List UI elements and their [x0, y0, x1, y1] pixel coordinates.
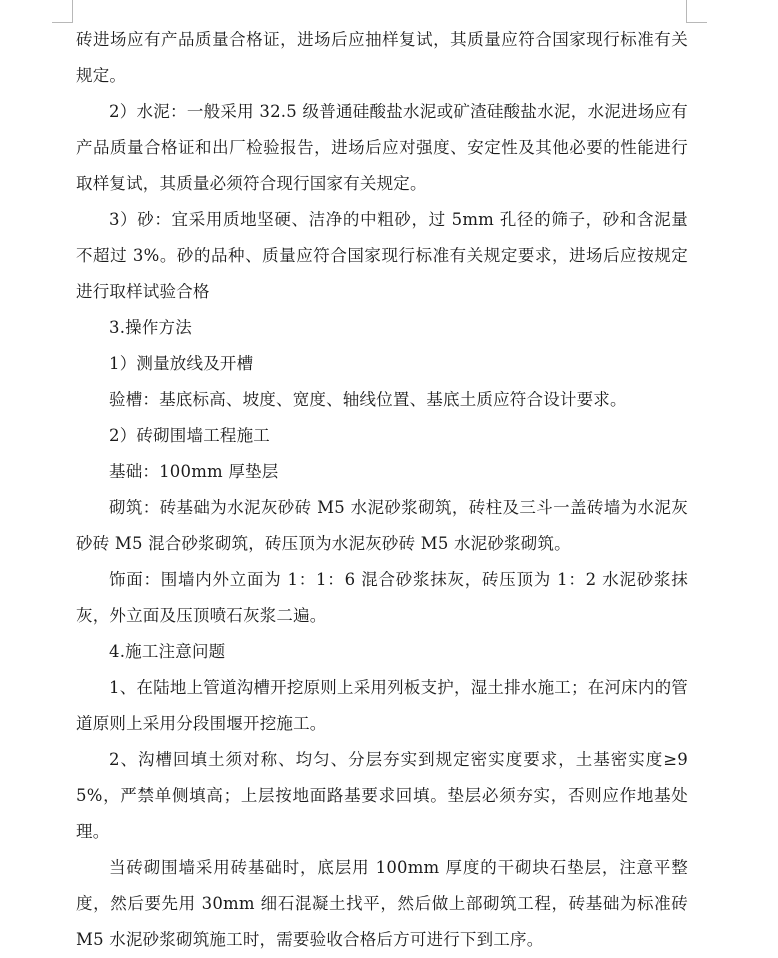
subheading-survey-trenching: 1）测量放线及开槽 [109, 354, 254, 373]
paragraph-masonry: 砌筑：砖基础为水泥灰砂砖 M5 水泥砂浆砌筑，砖柱及三斗一盖砖墙为水泥灰砂砖 M5 混合砂浆砌筑，砖压顶为水泥灰砂砖 M5 水泥砂浆砌筑。 [76, 498, 688, 553]
heading-construction-notes: 4.施工注意问题 [109, 642, 226, 661]
paragraph-note-1: 1、在陆地上管道沟槽开挖原则上采用列板支护，湿土排水施工；在河床内的管道原则上采用分段围堰开挖施工。 [76, 678, 688, 733]
paragraph-finish: 饰面：围墙内外立面为 1：1：6 混合砂浆抹灰，砖压顶为 1：2 水泥砂浆抹灰，外立面及压顶喷石灰浆二遍。 [76, 570, 688, 625]
paragraph-brick-foundation-note: 当砖砌围墙采用砖基础时，底层用 100mm 厚度的干砌块石垫层，注意平整度，然后要先用 30mm 细石混凝土找平，然后做上部砌筑工程，砖基础为标准砖 M5 水泥砂浆砌筑施工时，需要验收合格后方可进行下到工序。 [76, 858, 688, 949]
paragraph-trench-inspection: 验槽：基底标高、坡度、宽度、轴线位置、基底土质应符合设计要求。 [109, 390, 627, 409]
paragraph-cement: 2）水泥：一般采用 32.5 级普通硅酸盐水泥或矿渣硅酸盐水泥，水泥进场应有产品质量合格证和出厂检验报告，进场后应对强度、安定性及其他必要的性能进行取样复试，其质量必须符合现行国家有关规定。 [76, 102, 688, 193]
subheading-brick-wall-construction: 2）砖砌围墙工程施工 [109, 426, 270, 445]
heading-operation-method: 3.操作方法 [109, 318, 192, 337]
paragraph-brick-quality: 砖进场应有产品质量合格证，进场后应抽样复试，其质量应符合国家现行标准有关规定。 [76, 30, 688, 85]
paragraph-sand: 3）砂：宜采用质地坚硬、洁净的中粗砂，过 5mm 孔径的筛子，砂和含泥量不超过 3%。砂的品种、质量应符合国家现行标准有关规定要求，进场后应按规定进行取样试验合格 [76, 210, 688, 301]
document-body[interactable] [76, 22, 688, 958]
margin-corner-mark-left [52, 0, 73, 23]
paragraph-foundation: 基础：100mm 厚垫层 [109, 462, 279, 481]
paragraph-note-2: 2、沟槽回填土须对称、均匀、分层夯实到规定密实度要求，土基密实度≥95%，严禁单侧填高；上层按地面路基要求回填。垫层必须夯实，否则应作地基处理。 [76, 750, 688, 841]
margin-corner-mark-right [686, 0, 707, 23]
